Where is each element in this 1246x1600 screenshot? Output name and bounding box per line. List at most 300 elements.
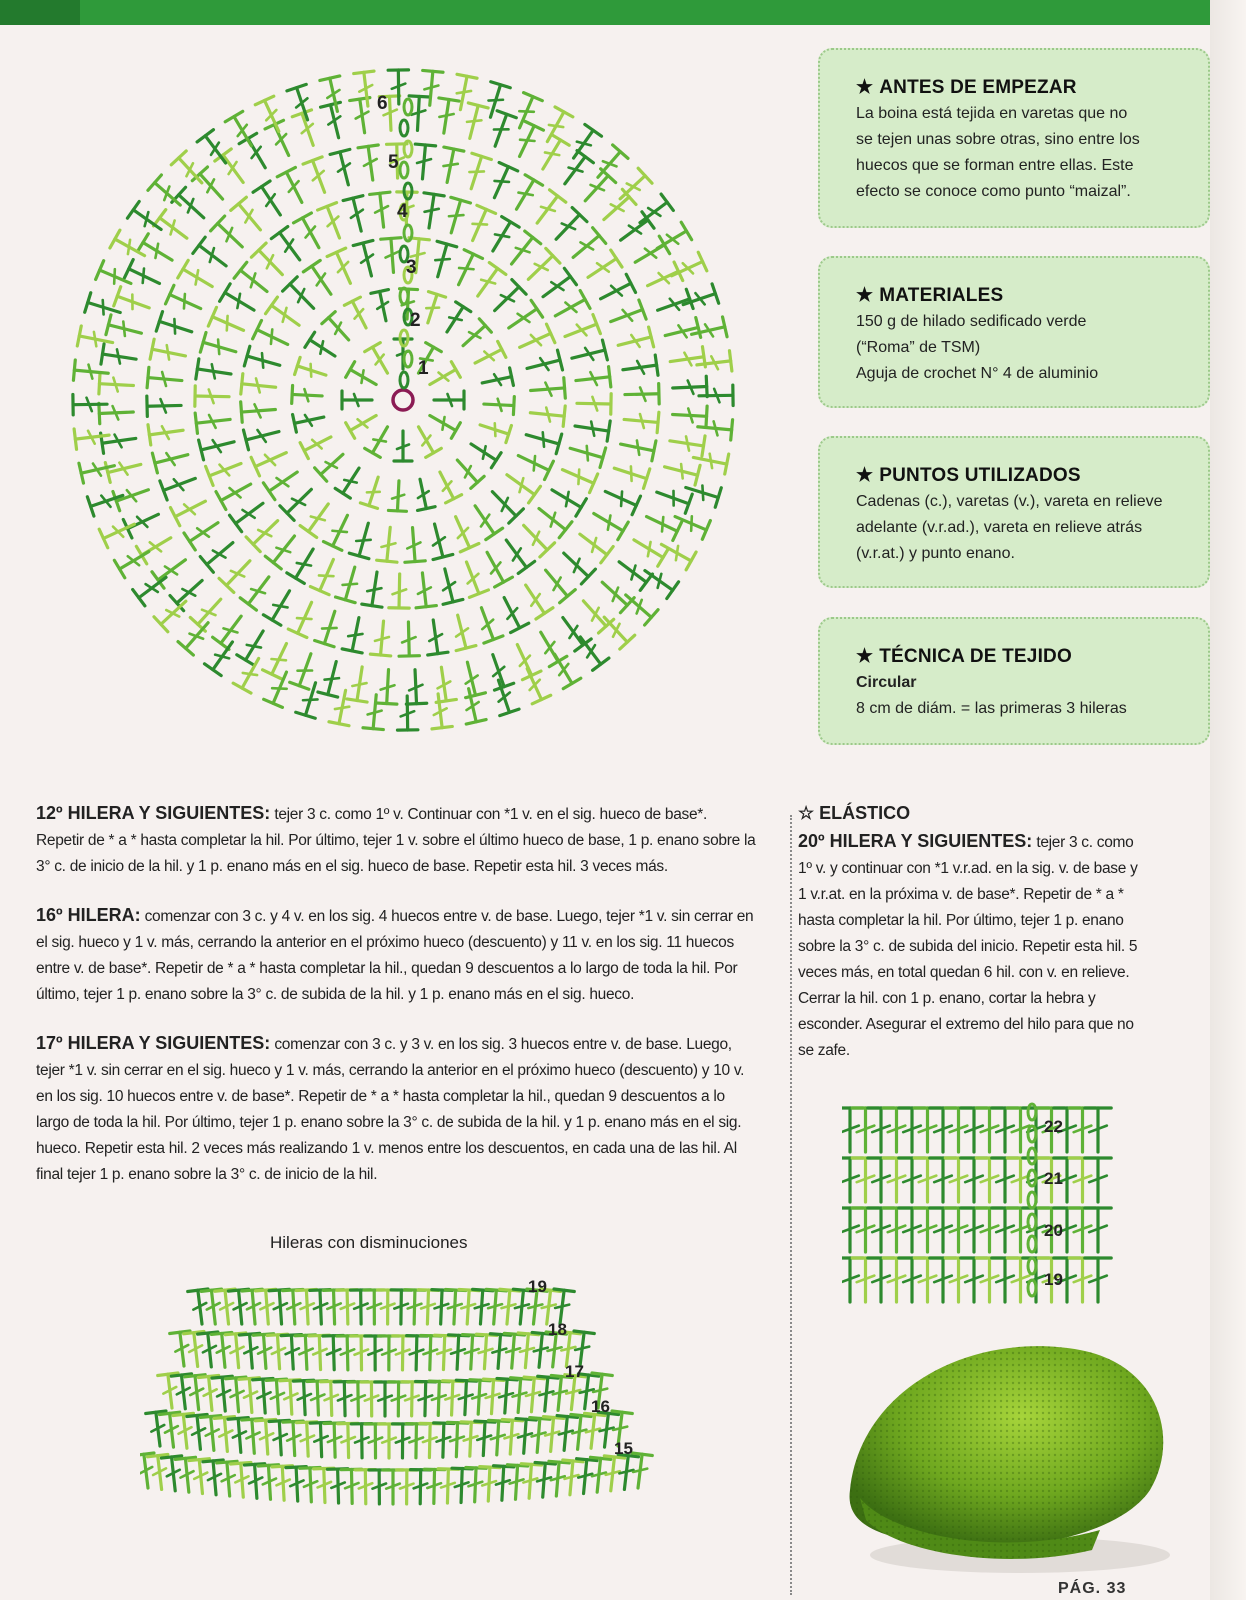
vareta-symbol [187,1414,211,1450]
vareta-symbol [525,350,563,378]
vareta-symbol [458,660,486,698]
vareta-symbol [148,420,184,445]
box-subtitle: Circular [856,674,917,691]
vareta-symbol [630,236,670,271]
vareta-symbol [508,175,543,215]
vareta-symbol [309,1335,331,1370]
vareta-symbol [201,1289,225,1325]
vareta-symbol [195,409,231,433]
vareta-symbol [574,416,611,441]
vareta-symbol [383,1470,403,1504]
vareta-symbol [483,395,514,414]
star-icon: ★ [856,465,874,486]
elastic-row-label: 21 [1044,1169,1063,1188]
instruction-text: comenzar con 3 c. y 4 v. en los sig. 4 huecos entre v. de base. Luego, tejer *1 v. sin cerrar en el sig. hueco y 1 v. más, cerrando la anterior en el próximo hueco (descuento) y 11 v. en los sig. 11 huecos entre v. de base*. Repetir de * a * hasta completar la hil., quedan 9 descuentos a lo largo de toda la hil. Por último, tejer 1 p. enano sobre la 3° c. de subida de la hil. y 1 p. enano más en el sig. hueco. [36,908,754,1003]
vareta-symbol [577,393,611,414]
vareta-symbol [314,1468,336,1503]
vareta-symbol [371,290,395,323]
vareta-symbol [99,374,134,396]
vareta-symbol [652,222,692,257]
vareta-symbol [346,362,381,393]
page-number: PÁG. 33 [1058,1580,1127,1597]
vareta-symbol [200,333,238,362]
vareta-symbol [576,594,614,633]
vareta-symbol [281,1335,303,1370]
vareta-symbol [322,312,355,346]
vareta-symbol [243,422,281,450]
vareta-symbol [99,515,138,548]
vareta-symbol [239,133,274,173]
vareta-symbol [362,571,387,608]
vareta-symbol [550,291,590,325]
vareta-symbol [310,555,342,594]
vareta-symbol [241,399,276,422]
decrease-chart-title: Hileras con disminuciones [270,1233,468,1252]
vareta-symbol [412,572,436,608]
instruction-text: tejer 3 c. como 1º v. y continuar con *1 v.r.ad. en la sig. v. de base y 1 v.r.at. en la próxima v. de base*. Repetir de * a * hasta completar la hil. Por último, tejer 1 p. enano sobre la 3° c. de subida del inicio. Repetir esta hil. 5 veces más, en total quedan 6 hil. con v. en relieve. Cerrar la hil. con 1 p. enano, cortar la hebra y esconder. Asegurar el extremo del hilo para que no se zafe. [798,834,1138,1059]
vareta-symbol [199,432,237,460]
vareta-symbol [239,1378,262,1413]
page-edge-shadow [1210,0,1246,1600]
vareta-symbol [379,1336,400,1370]
star-icon: ★ [856,285,874,306]
vareta-symbol [244,346,282,375]
vareta-symbol [334,1381,355,1415]
vareta-symbol [200,535,239,572]
vareta-symbol [231,197,268,236]
vareta-symbol [428,241,457,279]
vareta-symbol [124,260,163,293]
vareta-symbol [303,157,334,196]
vareta-symbol [561,315,600,346]
chain-stitch [404,99,412,115]
vareta-symbol [434,391,464,409]
vareta-symbol [484,217,519,257]
top-color-band-accent [0,0,80,25]
vareta-symbol [498,534,535,573]
vareta-symbol [170,492,210,526]
vareta-symbol [219,554,257,593]
vareta-symbol [280,482,319,520]
vareta-symbol [515,324,554,357]
chain-stitch [1028,1192,1036,1208]
vareta-symbol [253,181,289,221]
vareta-symbol [212,1376,235,1412]
vareta-symbol [365,343,396,378]
vareta-symbol [265,120,298,159]
vareta-symbol [398,622,419,656]
vareta-symbol [516,518,554,557]
vareta-symbol [288,598,321,637]
vareta-symbol [315,448,349,481]
vareta-symbol [411,422,442,457]
chain-stitch [1028,1258,1036,1274]
vareta-symbol [596,274,636,308]
vareta-symbol [364,1290,385,1324]
box-line: 8 cm de diám. = las primeras 3 hileras [856,700,1127,717]
vareta-symbol [220,284,260,319]
vareta-symbol [446,512,479,551]
vareta-symbol [228,1418,251,1454]
vareta-symbol [136,529,176,564]
vareta-symbol [198,1332,222,1368]
vareta-symbol [360,474,386,508]
vareta-symbol [150,339,187,366]
box-line: Cadenas (c.), varetas (v.), vareta en relieve [856,493,1163,510]
vareta-symbol [412,144,435,180]
vareta-symbol [251,243,289,282]
circle-row-label: 3 [406,257,417,278]
vareta-symbol [437,147,464,184]
elastic-stitch-marks [842,1104,1111,1302]
vareta-symbol [667,252,706,285]
vareta-symbol [557,546,596,584]
vareta-symbol [321,102,349,140]
vareta-symbol [699,385,733,406]
vareta-symbol [347,665,372,702]
vareta-symbol [160,469,199,500]
decrease-row-label: 15 [614,1439,633,1458]
vareta-symbol [253,1334,276,1369]
vareta-symbol [195,386,229,407]
vareta-symbol [672,404,707,426]
vareta-symbol [101,344,138,369]
box-puntos-utilizados [818,436,1210,588]
vareta-symbol [211,216,250,254]
vareta-symbol [184,514,224,550]
vareta-symbol [283,1289,305,1324]
vareta-symbol [189,1459,213,1495]
vareta-symbol [663,318,701,346]
vareta-symbol [530,378,565,401]
vareta-symbol [310,1422,332,1457]
vareta-symbol [394,431,412,461]
vareta-symbol [305,332,340,363]
vareta-symbol [337,1290,358,1324]
vareta-symbol [472,604,503,643]
vareta-symbol [344,297,374,332]
box-materiales [818,256,1210,408]
vareta-symbol [428,693,452,729]
vareta-symbol [423,619,448,655]
vareta-symbol [303,260,339,300]
vareta-symbol [295,1335,317,1370]
vareta-symbol [365,1336,386,1370]
box-title: ★ MATERIALES [856,285,1004,306]
vareta-symbol [190,592,228,631]
vareta-symbol [203,1460,226,1496]
vareta-symbol [431,666,456,703]
vareta-symbol [166,285,205,318]
vareta-symbol [327,248,360,287]
circle-row-label: 2 [410,310,421,331]
vareta-symbol [185,1375,209,1411]
box-tecnica-de-tejido [818,617,1210,745]
vareta-symbol [73,360,109,383]
vareta-symbol [123,505,162,538]
vareta-symbol [358,145,383,181]
vareta-symbol [310,1290,332,1325]
vareta-symbol [152,445,190,473]
instruction-row-12 [36,800,756,880]
vareta-symbol [558,460,597,492]
vareta-symbol [244,1464,267,1499]
instruction-row-16 [36,902,756,1008]
vareta-symbol [375,1382,395,1416]
vareta-symbol [170,573,209,611]
chain-stitch [1028,1280,1036,1296]
vareta-symbol [432,468,462,503]
vareta-symbol [272,1466,294,1501]
vareta-symbol [397,696,418,730]
chain-stitch-column [400,99,412,388]
vareta-symbol [1085,1258,1111,1302]
vareta-symbol [283,277,321,316]
chain-stitch [1028,1214,1036,1230]
box-title: ★ TÉCNICA DE TEJIDO [856,646,1072,667]
vareta-symbol [214,1417,237,1453]
vareta-symbol [239,1333,262,1369]
vareta-symbol [619,434,656,461]
vareta-symbol [147,367,183,390]
vareta-symbol [242,1419,265,1454]
circle-stitch-marks [73,70,733,730]
vareta-symbol [193,237,232,274]
vareta-symbol [495,593,529,633]
vareta-symbol [643,262,682,295]
vareta-symbol [457,319,491,352]
elastic-row-label: 19 [1044,1270,1063,1289]
vareta-symbol [546,649,581,689]
vareta-symbol [355,1470,376,1504]
column-divider [790,815,792,1595]
chain-stitch [1028,1170,1036,1186]
instruction-heading: 16º HILERA: [36,905,141,925]
vareta-symbol [463,205,495,244]
vareta-symbol [114,543,154,578]
vareta-symbol [73,394,107,415]
beret-photo [830,1320,1190,1580]
vareta-symbol [538,107,572,147]
vareta-symbol [110,230,150,264]
star-icon: ★ [856,77,874,98]
vareta-symbol [267,1334,290,1369]
vareta-symbol [296,1290,318,1325]
vareta-symbol [286,1467,308,1502]
vareta-symbol [230,495,269,532]
vareta-symbol [529,190,566,229]
vareta-symbol [365,422,396,457]
vareta-symbol [349,520,378,558]
vareta-symbol [266,1379,288,1414]
vareta-symbol [662,457,700,485]
vareta-symbol [283,1421,305,1456]
vareta-symbol [263,464,303,500]
vareta-symbol [225,1333,248,1369]
vareta-symbol [419,193,444,230]
elastic-row-label: 20 [1044,1221,1063,1240]
vareta-symbol [318,203,349,242]
decrease-stitch-marks [140,1289,652,1504]
vareta-symbol [246,513,285,551]
vareta-symbol [601,482,640,515]
vareta-symbol [466,436,501,467]
vareta-symbol [567,438,605,467]
vareta-symbol [171,1374,195,1410]
vareta-symbol [351,1424,372,1458]
vareta-symbol [434,98,459,135]
vareta-symbol [173,1413,197,1449]
box-line: huecos que se forman entre ellas. Este [856,157,1134,174]
vareta-symbol [402,527,425,562]
vareta-symbol [450,74,477,111]
vareta-symbol [435,566,463,604]
vareta-symbol [354,71,378,107]
circle-row-label: 4 [397,201,408,222]
vareta-symbol [451,454,484,488]
vareta-symbol [321,1381,342,1416]
vareta-symbol [338,1423,359,1457]
vareta-symbol [158,1373,182,1409]
vareta-symbol [148,1454,172,1490]
vareta-symbol [388,480,407,511]
chain-stitch [1028,1148,1036,1164]
vareta-symbol [292,385,323,404]
vareta-symbol [425,522,453,560]
vareta-symbol [669,347,706,372]
vareta-symbol [156,312,195,342]
decrease-row-label: 17 [565,1362,584,1381]
vareta-symbol [300,429,335,459]
vareta-symbol [514,446,553,479]
vareta-symbol [377,1290,398,1324]
vareta-symbol [480,368,513,392]
vareta-symbol [237,626,272,666]
vareta-symbol [101,428,138,453]
vareta-symbol [595,575,634,613]
vareta-symbol [343,196,371,234]
vareta-symbol [538,564,575,603]
elastic-row-label: 22 [1044,1117,1063,1136]
decrease-rows-chart [140,1232,700,1532]
vareta-symbol [471,341,506,371]
vareta-symbol [575,367,611,391]
vareta-symbol [425,362,460,393]
vareta-symbol [242,1289,265,1325]
vareta-symbol [140,1453,158,1489]
vareta-symbol [567,228,606,265]
chain-stitch [400,120,408,136]
vareta-symbol [318,659,346,697]
vareta-symbol [329,688,356,725]
vareta-symbol [196,359,233,384]
box-antes-de-empezar [818,48,1210,228]
vareta-symbol [517,579,553,619]
vareta-symbol [574,526,613,563]
vareta-symbol [346,408,381,439]
vareta-symbol [668,431,705,456]
chain-stitch [404,351,412,367]
vareta-symbol [441,197,470,235]
decrease-row-label: 16 [591,1397,610,1416]
vareta-symbol [623,409,659,432]
vareta-symbol [294,213,328,253]
vareta-symbol [377,526,401,562]
vareta-symbol [485,485,523,524]
instruction-text: tejer 3 c. como 1º v. Continuar con *1 v. en el sig. hueco de base*. Repetir de * a * hasta completar la hil. Por último, tejer 1 v. sobre el último hueco de base, 1 p. enano sobre la 3° c. de inicio de la hil. y 1 p. enano más en el sig. hueco de base. Repetir esta hil. 3 veces más. [36,806,756,875]
vareta-symbol [342,391,372,409]
vareta-symbol [419,292,445,326]
vareta-symbol [457,558,488,597]
vareta-symbol [216,475,256,509]
vareta-symbol [1085,1108,1111,1152]
vareta-symbol [611,458,650,488]
vareta-symbol [350,1290,371,1324]
chain-stitch [400,372,408,388]
vareta-symbol [461,153,491,192]
vareta-symbol [231,1463,254,1498]
vareta-symbol [485,163,518,202]
vareta-symbol [518,664,551,703]
vareta-symbol [77,326,114,353]
vareta-symbol [315,608,345,647]
vareta-symbol [175,1457,199,1493]
vareta-symbol [258,1465,280,1500]
vareta-symbol [503,300,543,336]
box-title: ★ PUNTOS UTILIZADOS [856,465,1081,486]
vareta-symbol [233,653,267,693]
vareta-symbol [696,351,732,375]
vareta-symbol [147,395,181,416]
vareta-symbol [478,547,512,587]
vareta-symbol [323,1290,344,1325]
vareta-symbol [226,1377,249,1413]
box-line: Aguja de crochet N° 4 de aluminio [856,365,1099,382]
vareta-symbol [439,302,470,337]
vareta-symbol [597,189,636,227]
vareta-symbol [547,481,587,516]
box-line: La boina está tejida en varetas que no [856,105,1128,122]
vareta-symbol [323,511,356,550]
vareta-symbol [510,121,543,160]
vareta-symbol [348,1382,369,1416]
instruction-heading: 12º HILERA Y SIGUIENTES: [36,803,271,823]
vareta-symbol [335,463,366,498]
vareta-symbol [324,1423,345,1458]
vareta-symbol [625,384,659,405]
vareta-symbol [642,507,681,540]
instruction-row-17 [36,1030,756,1188]
vareta-symbol [170,1331,194,1367]
vareta-symbol [337,1336,358,1370]
vareta-symbol [106,315,144,343]
vareta-symbol [212,1332,236,1368]
vareta-symbol [389,574,410,608]
vareta-symbol [508,640,541,679]
vareta-symbol [532,627,567,667]
vareta-symbol [208,307,247,339]
vareta-symbol [297,1422,319,1457]
vareta-symbol [277,167,311,207]
chain-stitch [1028,1126,1036,1142]
vareta-symbol [370,192,394,228]
vareta-symbol [330,149,358,187]
chain-stitch [1028,1236,1036,1252]
vareta-symbol [629,531,669,566]
decrease-row-label: 19 [528,1277,547,1296]
vareta-symbol [656,535,696,569]
vareta-symbol [307,1381,329,1416]
